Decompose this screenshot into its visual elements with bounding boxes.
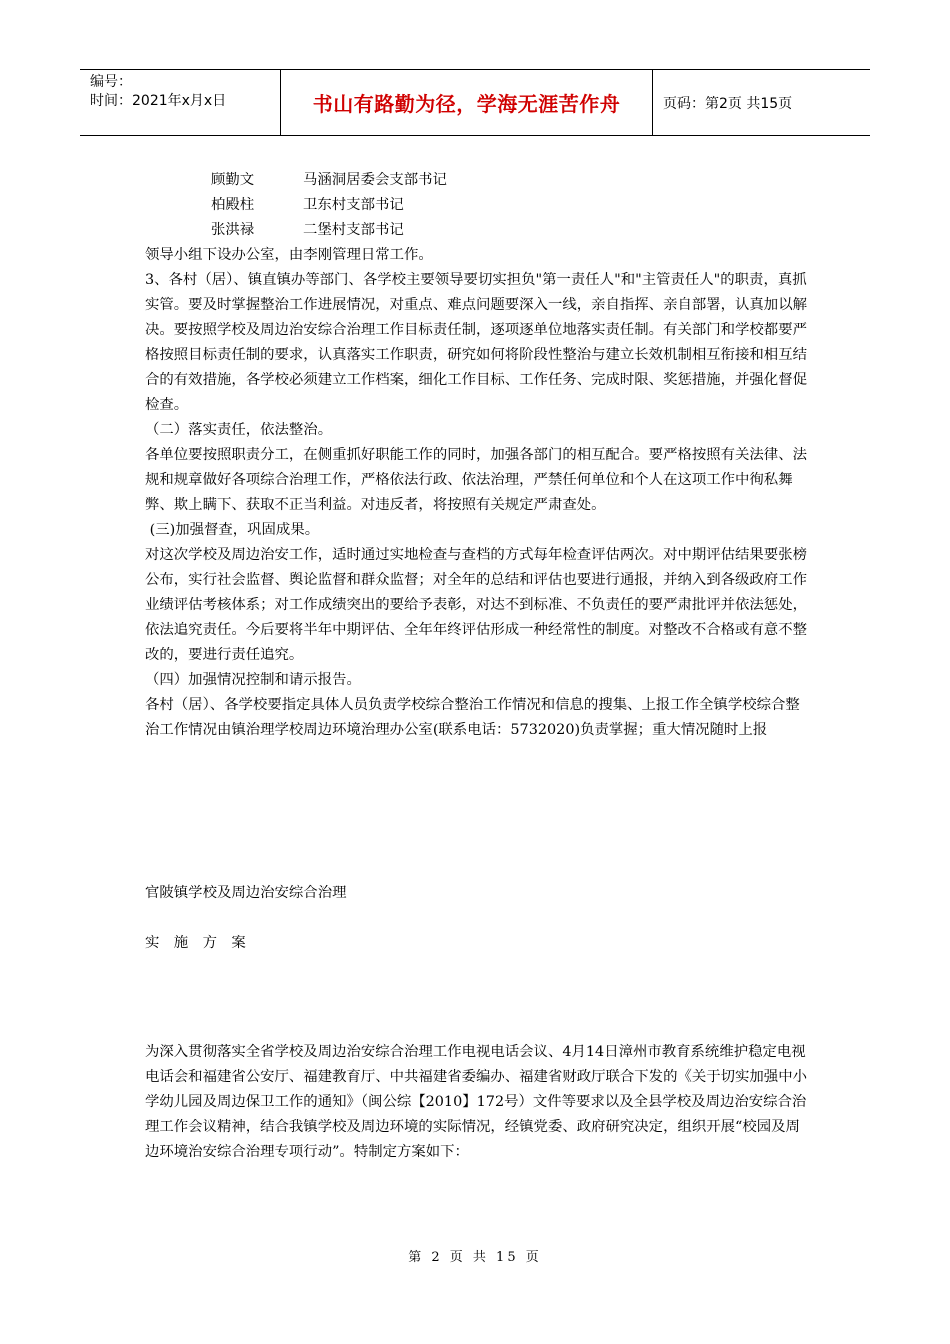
document-subtitle: 实 施 方 案: [145, 935, 246, 951]
member-name: 张洪禄: [211, 222, 255, 238]
section3-title: (三)加强督查，巩固成果。: [145, 522, 320, 538]
page-footer: 第 2 页 共 15 页: [408, 1250, 542, 1265]
section4-title: （四）加强情况控制和请示报告。: [145, 672, 361, 688]
document-title: 官陂镇学校及周边治安综合治理: [145, 885, 347, 901]
number-label: 编号：: [90, 74, 132, 90]
spacer: [145, 906, 810, 931]
header-meta: [80, 70, 280, 135]
member-role: 马涵洞居委会支部书记: [303, 172, 447, 188]
document-body: [145, 168, 810, 1165]
member-name: 顾勤文: [211, 172, 255, 188]
member-row: [145, 218, 810, 243]
motto: 书山有路勤为径，学海无涯苦作舟: [280, 70, 653, 135]
member-row: [145, 168, 810, 193]
time-label: 时间：2021年x月x日: [90, 93, 227, 109]
section2-title: （二）落实责任，依法整治。: [145, 422, 333, 438]
office-paragraph: 领导小组下设办公室，由李刚管理日常工作。: [145, 247, 433, 263]
spacer: [145, 956, 810, 1040]
member-role: 二堡村支部书记: [303, 222, 404, 238]
intro-paragraph: 为深入贯彻落实全省学校及周边治安综合治理工作电视电话会议、4月14日漳州市教育系统维护稳定电视电话会和福建省公安厅、福建教育厅、中共福建省委编办、福建省财政厅联合下发的《关于切实加强中小学幼儿园及周边保卫工作的通知》（闽公综【2010】172号）文件等要求以及全县学校及周边治安综合治理工作会议精神，结合我镇学校及周边环境的实际情况，经镇党委、政府研究决定，组织开展“校园及周边环境治安综合治理专项行动”。特制定方案如下：: [145, 1044, 807, 1160]
item3-paragraph: 3、各村（居）、镇直镇办等部门、各学校主要领导要切实担负"第一责任人"和"主管责任人"的职责，真抓实管。要及时掌握整治工作进展情况，对重点、难点问题要深入一线，亲自指挥、亲自部署，认真加以解决。要按照学校及周边治安综合治理工作目标责任制，逐项逐单位地落实责任制。有关部门和学校都要严格按照目标责任制的要求，认真落实工作职责，研究如何将阶段性整治与建立长效机制相互衔接和相互结合的有效措施，各学校必须建立工作档案，细化工作目标、工作任务、完成时限、奖惩措施，并强化督促检查。: [145, 272, 807, 413]
section4-body: 各村（居）、各学校要指定具体人员负责学校综合整治工作情况和信息的搜集、上报工作全镇学校综合整治工作情况由镇治理学校周边环境治理办公室(联系电话：5732020)负责掌握；重大情况随时上报: [145, 697, 800, 738]
member-row: [145, 193, 810, 218]
section2-body: 各单位要按照职责分工，在侧重抓好职能工作的同时，加强各部门的相互配合。要严格按照有关法律、法规和规章做好各项综合治理工作，严格依法行政、依法治理，严禁任何单位和个人在这项工作中徇私舞弊、欺上瞒下、获取不正当利益。对违反者，将按照有关规定严肃查处。: [145, 447, 807, 513]
member-name: 柏殿柱: [211, 197, 255, 213]
page-header: [80, 69, 870, 136]
page-info: 页码：第2页 共15页: [663, 95, 793, 112]
spacer: [145, 743, 810, 881]
member-role: 卫东村支部书记: [303, 197, 404, 213]
section3-body: 对这次学校及周边治安工作，适时通过实地检查与查档的方式每年检查评估两次。对中期评估结果要张榜公布，实行社会监督、舆论监督和群众监督；对全年的总结和评估也要进行通报，并纳入到各级政府工作业绩评估考核体系；对工作成绩突出的要给予表彰，对达不到标准、不负责任的要严肃批评并依法惩处，依法追究责任。今后要将半年中期评估、全年年终评估形成一种经常性的制度。对整改不合格或有意不整改的，要进行责任追究。: [145, 547, 807, 663]
